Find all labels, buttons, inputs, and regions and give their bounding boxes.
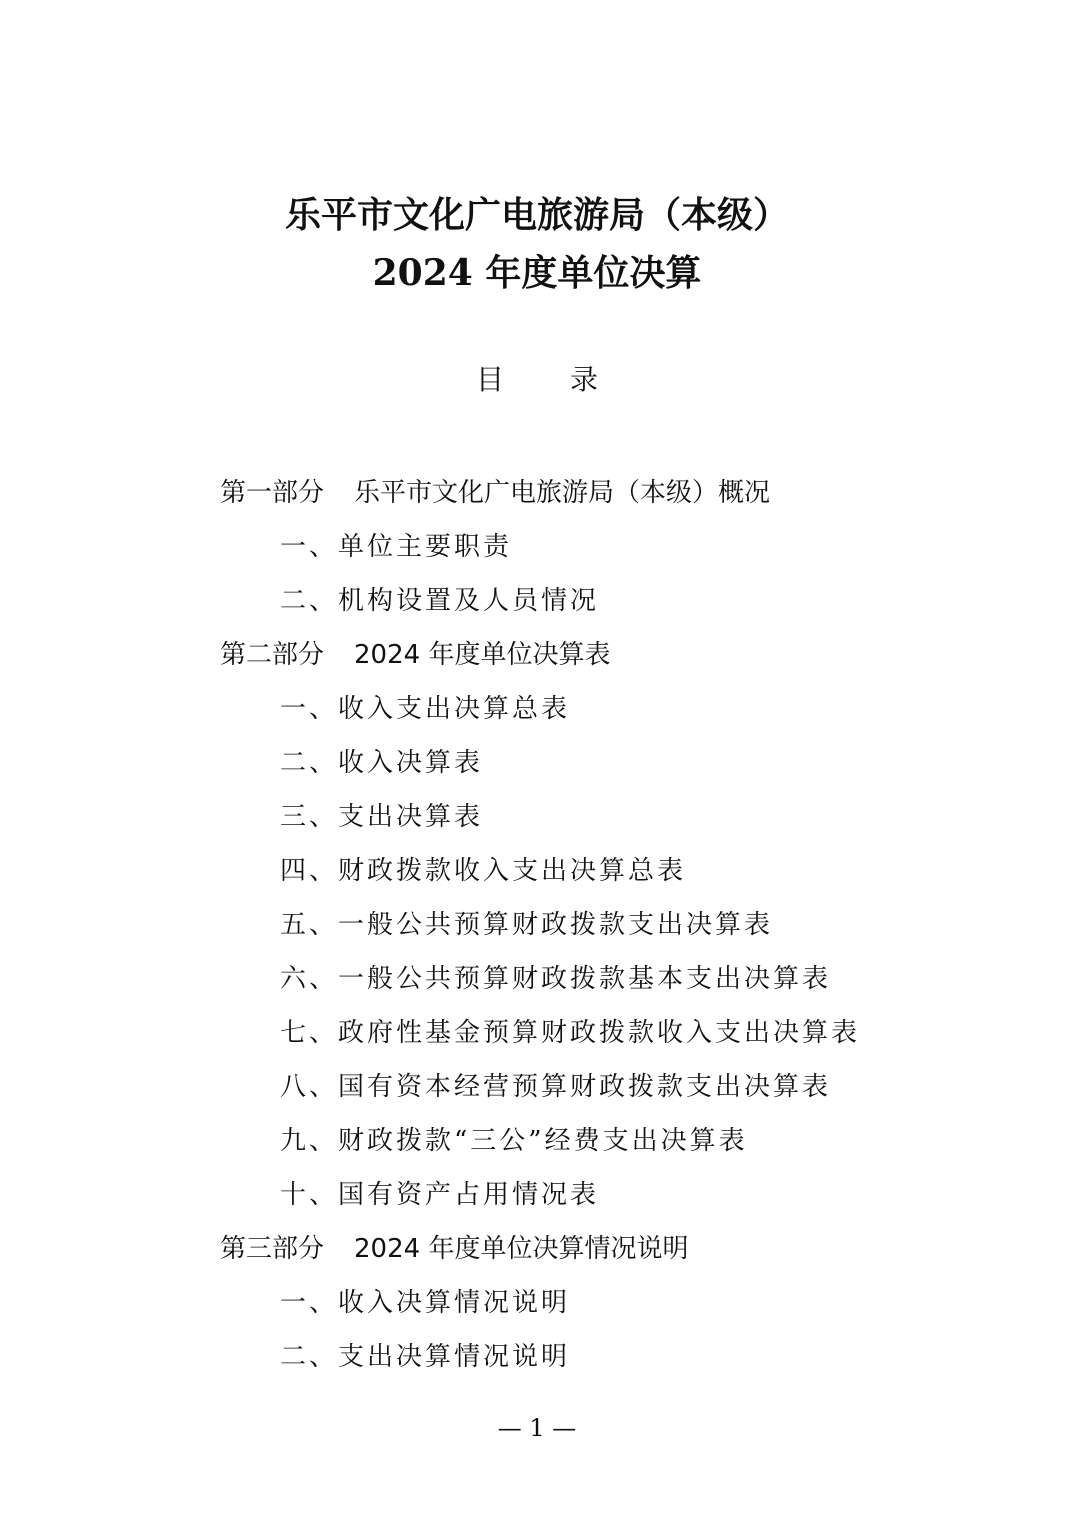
toc-heading: 目录: [475, 363, 664, 396]
toc-item[interactable]: 一、收入决算情况说明: [280, 1288, 571, 1318]
toc-item[interactable]: 六、一般公共预算财政拨款基本支出决算表: [280, 964, 832, 994]
toc-item[interactable]: 一、单位主要职责: [280, 532, 513, 562]
toc-part-number: 第一部分: [220, 478, 325, 508]
toc-part-title: 2024 年度单位决算表: [354, 640, 611, 670]
toc-item[interactable]: 四、财政拨款收入支出决算总表: [280, 856, 687, 886]
toc-part-number: 第三部分: [220, 1234, 325, 1264]
title-line-2: 2024 年度单位决算: [372, 252, 702, 294]
toc-part-1[interactable]: [220, 466, 980, 520]
toc-item[interactable]: 八、国有资本经营预算财政拨款支出决算表: [280, 1072, 832, 1102]
toc-part-2[interactable]: [220, 628, 980, 682]
toc-item[interactable]: 九、财政拨款“三公”经费支出决算表: [280, 1126, 748, 1156]
table-of-contents: [220, 466, 980, 1384]
toc-item[interactable]: 十、国有资产占用情况表: [280, 1180, 600, 1210]
document-title: [0, 186, 1074, 302]
toc-item[interactable]: 七、政府性基金预算财政拨款收入支出决算表: [280, 1018, 861, 1048]
toc-item[interactable]: 五、一般公共预算财政拨款支出决算表: [280, 910, 774, 940]
toc-item[interactable]: 一、收入支出决算总表: [280, 694, 571, 724]
toc-part-title: 2024 年度单位决算情况说明: [354, 1234, 689, 1264]
toc-item[interactable]: 二、支出决算情况说明: [280, 1342, 571, 1372]
toc-item[interactable]: 二、收入决算表: [280, 748, 484, 778]
title-line-1: 乐平市文化广电旅游局（本级）: [284, 194, 789, 236]
toc-item[interactable]: 三、支出决算表: [280, 802, 484, 832]
toc-part-3[interactable]: [220, 1222, 980, 1276]
toc-part-title: 乐平市文化广电旅游局（本级）概况: [354, 478, 771, 508]
toc-item[interactable]: 二、机构设置及人员情况: [280, 586, 600, 616]
page-number: — 1 —: [497, 1414, 577, 1442]
toc-part-number: 第二部分: [220, 640, 325, 670]
